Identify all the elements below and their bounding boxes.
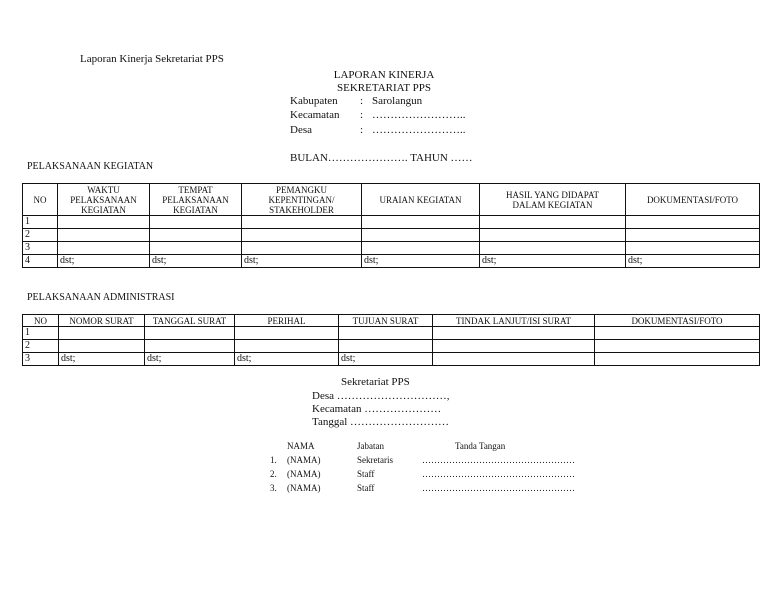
label: Kabupaten xyxy=(290,95,338,107)
report-subtitle: SEKRETARIAT PPS xyxy=(337,82,431,94)
value: Sarolangun xyxy=(372,95,423,107)
table-cell xyxy=(480,229,626,242)
col-header: DOKUMENTASI/FOTO xyxy=(626,184,760,216)
table-cell xyxy=(235,327,339,340)
signer-jabatan: Sekretaris xyxy=(357,455,393,465)
table-row xyxy=(23,353,760,366)
table-cell xyxy=(626,242,760,255)
table-cell: dst; xyxy=(362,255,480,268)
table-cell xyxy=(58,242,150,255)
table-cell xyxy=(626,216,760,229)
table-cell: dst; xyxy=(626,255,760,268)
report-period: BULAN…………………. TAHUN …… xyxy=(290,152,473,164)
signer-jabatan: Staff xyxy=(357,469,375,479)
table-cell: 3 xyxy=(23,242,58,255)
sign-header-jabatan: Jabatan xyxy=(357,441,384,451)
col-header: TANGGAL SURAT xyxy=(145,315,235,327)
separator: : xyxy=(360,95,364,107)
table-cell: 1 xyxy=(23,216,58,229)
table-cell: 4 xyxy=(23,255,58,268)
table-row xyxy=(23,327,760,340)
sign-header-ttd: Tanda Tangan xyxy=(455,441,506,451)
table-cell: 1 xyxy=(23,327,59,340)
table-cell xyxy=(362,216,480,229)
table-cell xyxy=(242,242,362,255)
table-cell: dst; xyxy=(242,255,362,268)
signature-line: …………………………………………… xyxy=(422,455,575,465)
col-header: PEMANGKU KEPENTINGAN/ STAKEHOLDER xyxy=(242,184,362,216)
location-kecamatan xyxy=(290,109,466,121)
table-cell: dst; xyxy=(339,353,433,366)
table-cell xyxy=(433,353,595,366)
col-header: NO xyxy=(23,315,59,327)
table-row xyxy=(23,255,760,268)
table-cell xyxy=(58,229,150,242)
table-row xyxy=(23,242,760,255)
signer-name: (NAMA) xyxy=(287,483,321,493)
signer-number: 3. xyxy=(270,483,277,493)
table-cell xyxy=(150,242,242,255)
signer-name: (NAMA) xyxy=(287,455,321,465)
col-header: NO xyxy=(23,184,58,216)
footer-tanggal: Tanggal ……………………… xyxy=(312,416,450,428)
col-header: HASIL YANG DIDAPAT DALAM KEGIATAN xyxy=(480,184,626,216)
col-header: TINDAK LANJUT/ISI SURAT xyxy=(433,315,595,327)
table-cell xyxy=(58,216,150,229)
table-cell: dst; xyxy=(145,353,235,366)
table-cell xyxy=(362,242,480,255)
table-row xyxy=(23,229,760,242)
col-header: DOKUMENTASI/FOTO xyxy=(595,315,760,327)
table-cell xyxy=(595,340,760,353)
table-row xyxy=(23,340,760,353)
table-cell: dst; xyxy=(58,255,150,268)
col-header: NOMOR SURAT xyxy=(59,315,145,327)
table-cell: dst; xyxy=(480,255,626,268)
table-cell: dst; xyxy=(59,353,145,366)
location-desa xyxy=(290,124,466,136)
col-header: WAKTU PELAKSANAAN KEGIATAN xyxy=(58,184,150,216)
col-header: PERIHAL xyxy=(235,315,339,327)
location-kabupaten xyxy=(290,95,422,107)
sign-header-nama: NAMA xyxy=(287,441,315,451)
table-cell xyxy=(235,340,339,353)
table-cell xyxy=(339,340,433,353)
table-cell xyxy=(339,327,433,340)
section-administrasi-title: PELAKSANAAN ADMINISTRASI xyxy=(27,292,175,303)
separator: : xyxy=(360,109,364,121)
signer-number: 1. xyxy=(270,455,277,465)
footer-desa: Desa …………………………, xyxy=(312,390,450,402)
signature-line: …………………………………………… xyxy=(422,469,575,479)
table-cell: dst; xyxy=(150,255,242,268)
report-title: LAPORAN KINERJA xyxy=(333,69,435,81)
table-cell xyxy=(150,229,242,242)
col-header: URAIAN KEGIATAN xyxy=(362,184,480,216)
value: …………………….. xyxy=(372,109,466,121)
table-cell xyxy=(59,327,145,340)
label: Kecamatan xyxy=(290,109,340,121)
table-cell xyxy=(433,327,595,340)
value: …………………….. xyxy=(372,124,466,136)
signer-jabatan: Staff xyxy=(357,483,375,493)
table-cell xyxy=(59,340,145,353)
signer-number: 2. xyxy=(270,469,277,479)
table-cell xyxy=(145,327,235,340)
signer-name: (NAMA) xyxy=(287,469,321,479)
table-cell xyxy=(242,216,362,229)
label: Desa xyxy=(290,124,312,136)
table-row xyxy=(23,216,760,229)
table-cell xyxy=(150,216,242,229)
table-cell xyxy=(595,353,760,366)
administrasi-table xyxy=(22,314,760,366)
col-header: TUJUAN SURAT xyxy=(339,315,433,327)
document-header: Laporan Kinerja Sekretariat PPS xyxy=(80,53,224,65)
table-cell xyxy=(595,327,760,340)
table-cell xyxy=(145,340,235,353)
table-cell xyxy=(480,242,626,255)
col-header: TEMPAT PELAKSANAAN KEGIATAN xyxy=(150,184,242,216)
table-cell: 3 xyxy=(23,353,59,366)
table-cell xyxy=(242,229,362,242)
table-cell: dst; xyxy=(235,353,339,366)
signature-line: …………………………………………… xyxy=(422,483,575,493)
footer-kecamatan: Kecamatan ………………… xyxy=(312,403,442,415)
table-cell: 2 xyxy=(23,340,59,353)
table-cell xyxy=(433,340,595,353)
table-cell xyxy=(480,216,626,229)
table-cell xyxy=(362,229,480,242)
table-cell xyxy=(626,229,760,242)
table-cell: 2 xyxy=(23,229,58,242)
separator: : xyxy=(360,124,364,136)
kegiatan-table xyxy=(22,183,760,268)
section-kegiatan-title: PELAKSANAAN KEGIATAN xyxy=(27,161,154,172)
footer-org: Sekretariat PPS xyxy=(341,376,410,388)
